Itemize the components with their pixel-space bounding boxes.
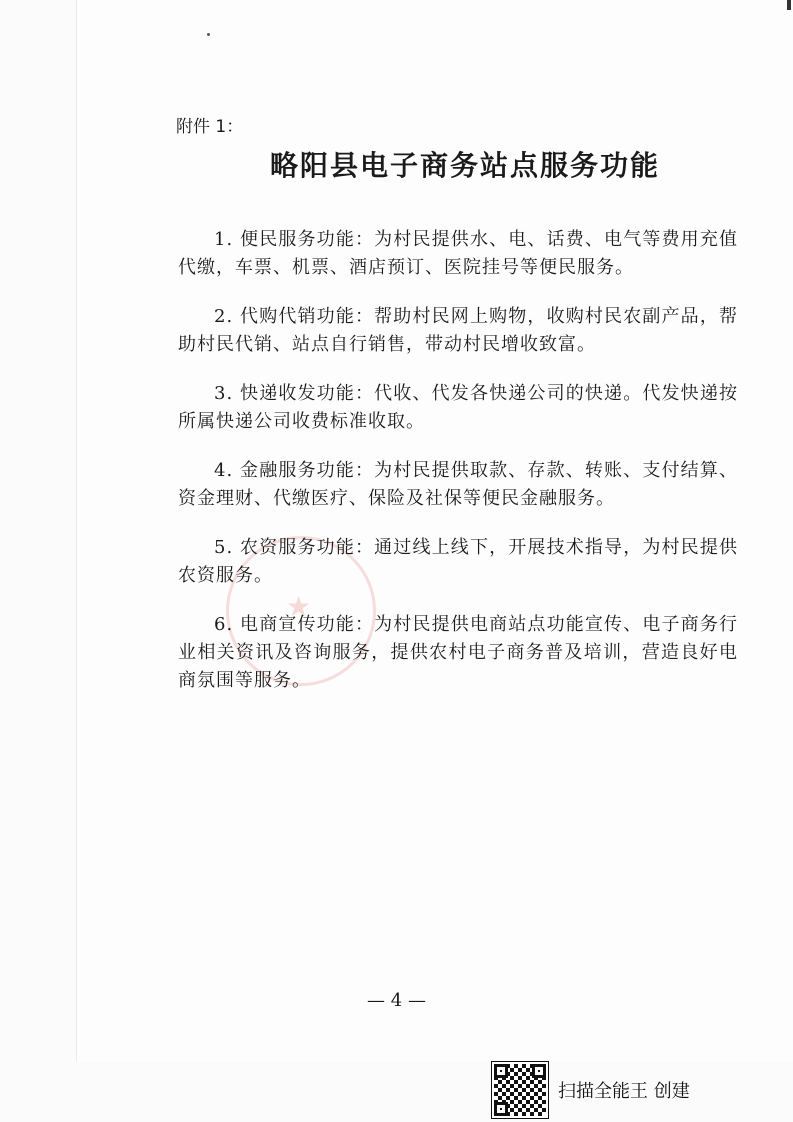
scanner-watermark xyxy=(492,1062,690,1118)
qr-finder-icon xyxy=(532,1064,546,1078)
watermark-text: 扫描全能王 创建 xyxy=(558,1081,690,1102)
service-item-6: 6. 电商宣传功能：为村民提供电商站点功能宣传、电子商务行业相关资讯及咨询服务，提供农村电子商务普及培训，营造良好电商氛围等服务。 xyxy=(178,614,738,691)
service-item-5: 5. 农资服务功能：通过线上线下，开展技术指导，为村民提供农资服务。 xyxy=(178,537,738,586)
attachment-label: 附件 1： xyxy=(176,117,244,137)
service-item-4: 4. 金融服务功能：为村民提供取款、存款、转账、支付结算、资金理财、代缴医疗、保险及社保等便民金融服务。 xyxy=(178,460,738,509)
service-item-1: 1. 便民服务功能：为村民提供水、电、话费、电气等费用充值代缴，车票、机票、酒店预订、医院挂号等便民服务。 xyxy=(178,229,738,278)
page-number: — 4 — xyxy=(367,990,426,1011)
seal-star-icon: ★ xyxy=(286,590,312,623)
qr-finder-icon xyxy=(494,1102,508,1116)
scan-corner-mark xyxy=(787,0,791,10)
service-item-3: 3. 快递收发功能：代收、代发各快递公司的快递。代发快递按所属快递公司收费标准收取。 xyxy=(178,383,738,432)
qr-code-icon xyxy=(492,1062,548,1118)
scan-dot xyxy=(207,33,210,36)
document-body xyxy=(178,226,738,716)
service-item-2: 2. 代购代销功能：帮助村民网上购物，收购村民农副产品，帮助村民代销、站点自行销售，带动村民增收致富。 xyxy=(178,306,738,355)
qr-finder-icon xyxy=(494,1064,508,1078)
document-title: 略阳县电子商务站点服务功能 xyxy=(270,149,661,182)
